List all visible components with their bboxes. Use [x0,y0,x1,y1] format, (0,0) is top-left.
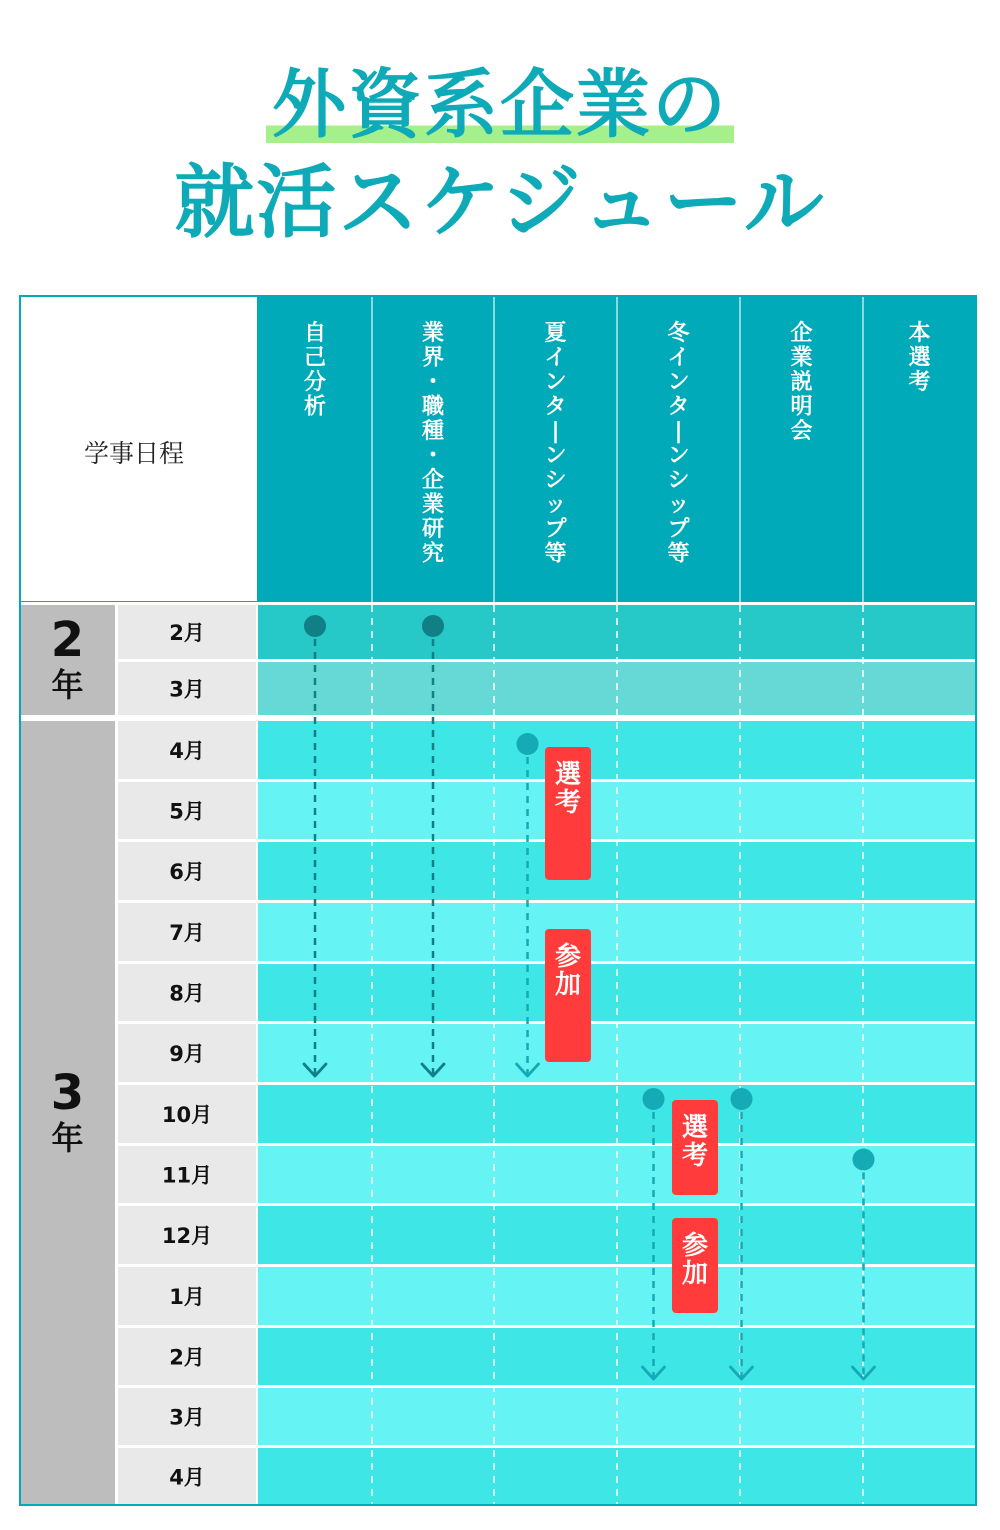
month-label: 9月 [169,1042,205,1066]
timeline-start-dot [304,615,326,637]
timeline-start-dot [853,1149,875,1171]
column-header-2: 夏インタ|ンシップ等 [544,321,567,567]
month-label: 7月 [169,921,205,945]
phase-badge-label: 参加 [681,1231,709,1289]
year-number: 3 [50,1065,85,1121]
month-label: 4月 [169,1465,205,1490]
column-header-4: 企業説明会 [790,321,813,444]
year-unit: 年 [51,1119,84,1157]
month-label: 2月 [169,621,205,645]
corner-label: 学事日程 [83,439,185,468]
header-gap [20,602,976,605]
column-header-0: 自己分析 [303,321,327,420]
page-title-line-2: 就活スケジュール [174,156,826,249]
month-label: 4月 [169,739,205,763]
month-label: 5月 [169,799,205,824]
title-highlight: 外資系企業の [266,62,734,148]
phase-badge-label: 選考 [554,760,582,818]
month-label: 10月 [161,1103,213,1127]
timeline-start-dot [731,1088,753,1110]
column-header-1: 業界・職種・企業研究 [421,321,445,567]
phase-badge-label: 参加 [554,942,582,1000]
month-label: 3月 [169,677,205,702]
month-label: 11月 [161,1163,213,1188]
year-unit: 年 [51,666,84,704]
month-label: 6月 [169,860,205,884]
year-number: 2 [50,612,85,668]
month-label: 3月 [169,1405,205,1430]
year-separator [20,715,976,721]
column-header-5: 本選考 [908,321,931,395]
phase-badge-label: 選考 [681,1113,709,1171]
month-label: 12月 [161,1224,213,1248]
month-label: 1月 [169,1285,205,1309]
timeline-start-dot [643,1088,665,1110]
column-header-3: 冬インタ|ンシップ等 [667,321,690,567]
month-label: 8月 [169,981,205,1006]
month-label: 2月 [169,1345,205,1370]
timeline-start-dot [517,733,539,755]
timeline-start-dot [422,615,444,637]
